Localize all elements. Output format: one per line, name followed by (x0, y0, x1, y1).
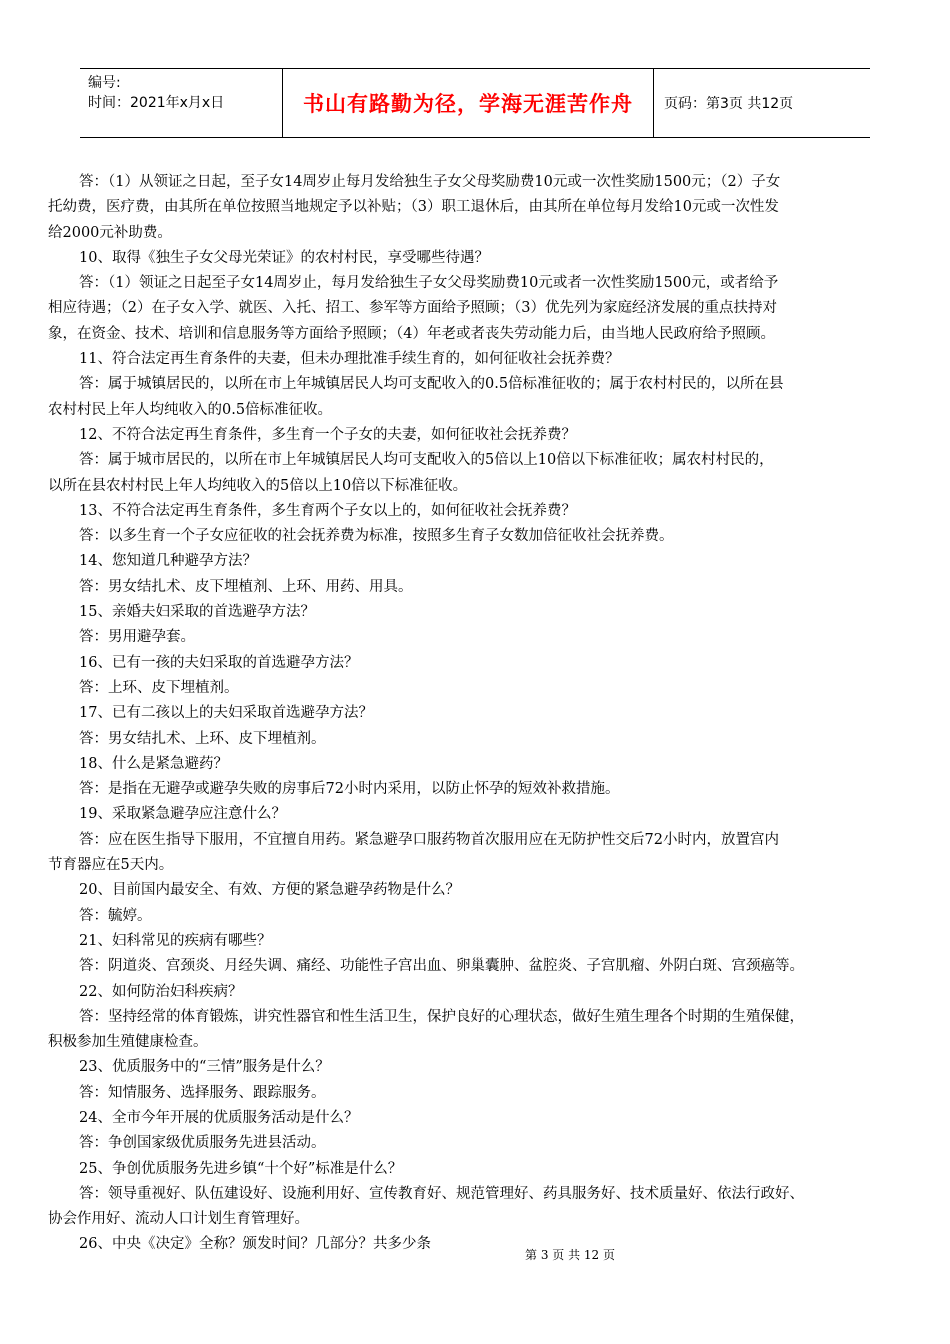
answer-line: 答：上环、皮下埋植剂。 (79, 679, 239, 696)
answer-line: 答：领导重视好、队伍建设好、设施利用好、宣传教育好、规范管理好、药具服务好、技术质量好、依法行政好、 (79, 1185, 804, 1202)
answer-line: 答：男女结扎术、皮下埋植剂、上环、用药、用具。 (79, 578, 413, 595)
header-page-number: 页码：第3页 共12页 (664, 96, 794, 112)
answer-line: 答：知情服务、选择服务、跟踪服务。 (79, 1084, 326, 1101)
text-line: 给2000元补助费。 (48, 224, 172, 241)
text-line: 10、取得《独生子女父母光荣证》的农村村民，享受哪些待遇？ (79, 249, 489, 266)
answer-line: 答：阴道炎、宫颈炎、月经失调、痛经、功能性子宫出血、卵巢囊肿、盆腔炎、子宫肌瘤、外阴白斑、宫颈癌等。 (79, 958, 804, 975)
text-line: 13、不符合法定再生育条件，多生育两个子女以上的，如何征收社会抚养费？ (79, 502, 576, 519)
text-line: 19、采取紧急避孕应注意什么？ (79, 806, 286, 823)
text-line: 12、不符合法定再生育条件，多生育一个子女的夫妻，如何征收社会抚养费？ (79, 426, 576, 443)
answer-line: 答：应在医生指导下服用，不宜擅自用药。紧急避孕口服药物首次服用应在无防护性交后72小时内，放置宫内 (79, 831, 779, 848)
text-line: 托幼费，医疗费，由其所在单位按照当地规定予以补贴；（3）职工退休后，由其所在单位每月发给10元或一次性发 (48, 199, 779, 216)
text-line: 20、目前国内最安全、有效、方便的紧急避孕药物是什么？ (79, 882, 460, 899)
text-line: 节育器应在5天内。 (48, 857, 174, 874)
document-body (48, 170, 912, 1258)
text-line: 积极参加生殖健康检查。 (48, 1034, 208, 1051)
text-line: 象，在资金、技术、培训和信息服务等方面给予照顾；（4）年老或者丧失劳动能力后，由当地人民政府给予照顾。 (48, 325, 775, 342)
header-motto: 书山有路勤为径，学海无涯苦作舟 (303, 92, 633, 116)
answer-line: 答：属于城市居民的，以所在市上年城镇居民人均可支配收入的5倍以上10倍以下标准征收；属农村村民的， (79, 452, 774, 469)
text-line: 18、什么是紧急避药？ (79, 755, 228, 772)
text-line: 14、您知道几种避孕方法？ (79, 553, 257, 570)
text-line: 相应待遇；（2）在子女入学、就医、入托、招工、参军等方面给予照顾；（3）优先列为家庭经济发展的重点扶持对 (48, 300, 777, 317)
answer-line: 答：坚持经常的体育锻炼，讲究性器官和性生活卫生，保护良好的心理状态，做好生殖生理各个时期的生殖保健， (79, 1008, 804, 1025)
document-time-label: 时间：2021年x月x日 (88, 95, 225, 111)
text-line: 11、符合法定再生育条件的夫妻，但未办理批准手续生育的，如何征收社会抚养费？ (79, 351, 620, 368)
answer-line: 答：男用避孕套。 (79, 629, 195, 646)
answer-line: 答：毓婷。 (79, 907, 152, 924)
header-motto-cell (282, 69, 654, 137)
answer-line: 答：（1）领证之日起至子女14周岁止，每月发给独生子女父母奖励费10元或者一次性奖励1500元，或者给予 (79, 275, 779, 292)
answer-line: 答：是指在无避孕或避孕失败的房事后72小时内采用，以防止怀孕的短效补救措施。 (79, 781, 620, 798)
text-line: 25、争创优质服务先进乡镇“十个好”标准是什么？ (79, 1160, 403, 1177)
text-line: 以所在县农村村民上年人均纯收入的5倍以上10倍以下标准征收。 (48, 477, 468, 494)
footer-page-number: 第 3 页 共 12 页 (525, 1248, 615, 1262)
header-info (80, 69, 282, 137)
text-line: 17、已有二孩以上的夫妇采取首选避孕方法？ (79, 705, 373, 722)
text-line: 协会作用好、流动人口计划生育管理好。 (48, 1211, 309, 1228)
answer-line: 答：属于城镇居民的，以所在市上年城镇居民人均可支配收入的0.5倍标准征收的；属于农村村民的，以所在县 (79, 376, 784, 393)
text-line: 24、全市今年开展的优质服务活动是什么？ (79, 1109, 359, 1126)
text-line: 16、已有一孩的夫妇采取的首选避孕方法？ (79, 654, 359, 671)
page-footer (0, 1246, 950, 1263)
answer-line: 答：（1）从领证之日起，至子女14周岁止每月发给独生子女父母奖励费10元或一次性奖励1500元；（2）子女 (79, 174, 781, 190)
text-line: 26、中央《决定》全称？颁发时间？几部分？共多少条 (79, 1236, 431, 1253)
page-header (80, 68, 870, 138)
answer-line: 答：以多生育一个子女应征收的社会抚养费为标准，按照多生育子女数加倍征收社会抚养费。 (79, 528, 674, 545)
text-line: 22、如何防治妇科疾病？ (79, 983, 243, 1000)
text-line: 农村村民上年人均纯收入的0.5倍标准征收。 (48, 401, 333, 418)
text-line: 23、优质服务中的“三情”服务是什么？ (79, 1059, 330, 1076)
text-line: 15、亲婚夫妇采取的首选避孕方法？ (79, 604, 315, 621)
text-line: 21、妇科常见的疾病有哪些？ (79, 932, 272, 949)
document-number-label: 编号: (88, 75, 121, 91)
answer-line: 答：男女结扎术、上环、皮下埋植剂。 (79, 730, 326, 747)
header-page-cell (654, 69, 870, 137)
answer-line: 答：争创国家级优质服务先进县活动。 (79, 1135, 326, 1152)
